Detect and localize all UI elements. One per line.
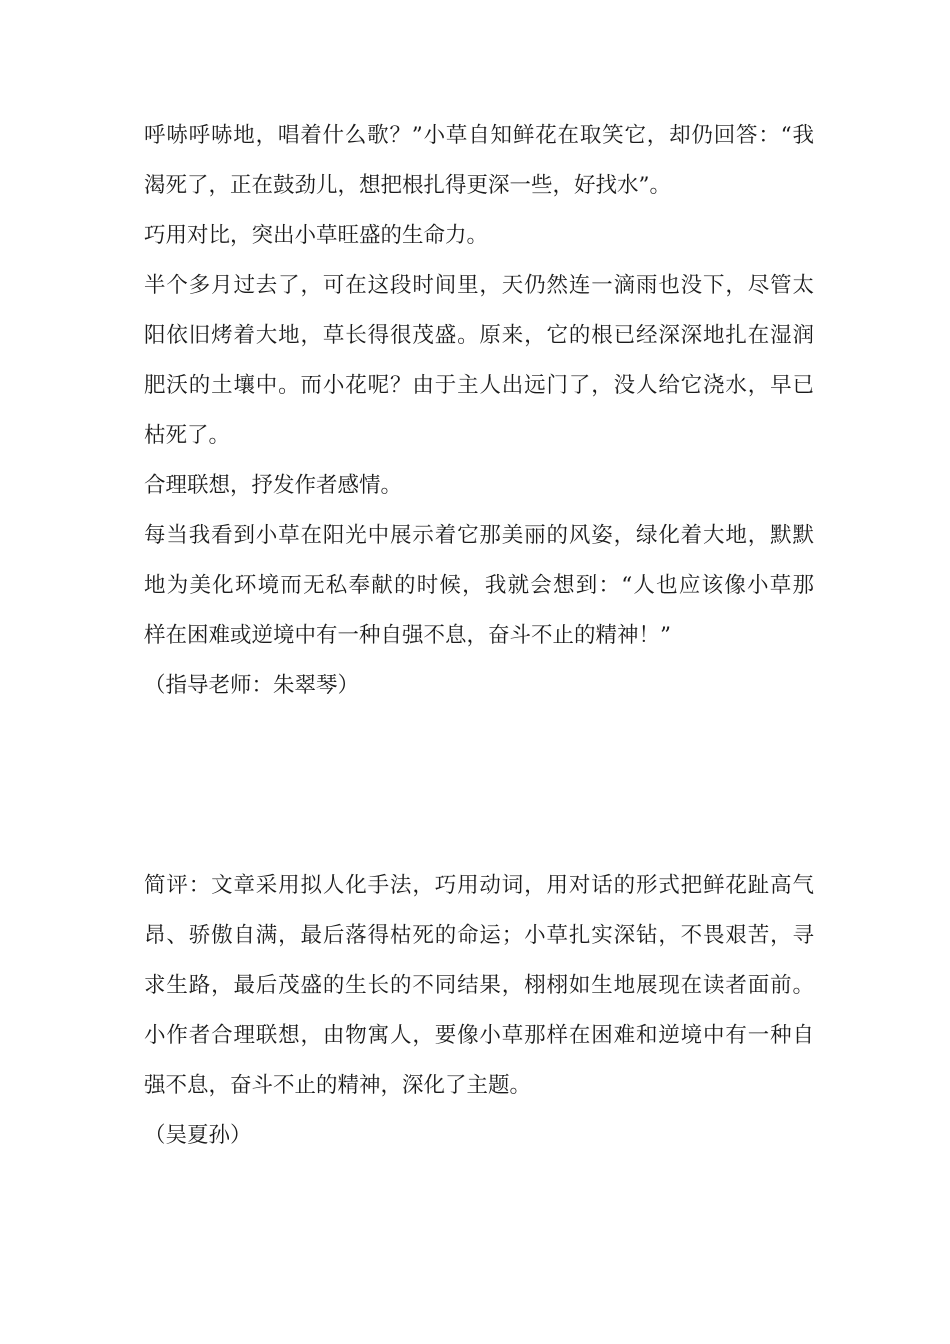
review-text-line: 求生路，最后茂盛的生长的不同结果，栩栩如生地展现在读者面前。 <box>144 973 814 998</box>
teacher-credit: （指导老师：朱翠琴） <box>144 673 360 698</box>
story-text-line: 渴死了，正在鼓劲儿，想把根扎得更深一些，好找水”。 <box>144 173 671 198</box>
story-text-line: 半个多月过去了，可在这段时间里，天仍然连一滴雨也没下，尽管太 <box>144 273 814 298</box>
reviewer-credit: （吴夏孙） <box>144 1123 252 1148</box>
story-text-line: 枯死了。 <box>144 423 231 448</box>
story-text-line: 样在困难或逆境中有一种自强不息，奋斗不止的精神！” <box>144 623 671 648</box>
review-text-line: 昂、骄傲自满，最后落得枯死的命运；小草扎实深钻，不畏艰苦，寻 <box>144 923 814 948</box>
review-text-line: 小作者合理联想，由物寓人，要像小草那样在困难和逆境中有一种自 <box>144 1023 814 1048</box>
annotation-line: 合理联想，抒发作者感情。 <box>144 473 403 498</box>
story-text-line: 地为美化环境而无私奉献的时候，我就会想到：“人也应该像小草那 <box>144 573 814 598</box>
review-text-line: 强不息，奋斗不止的精神，深化了主题。 <box>144 1073 532 1098</box>
story-text-line: 肥沃的土壤中。而小花呢？由于主人出远门了，没人给它浇水，早已 <box>144 373 814 398</box>
annotation-line: 巧用对比，突出小草旺盛的生命力。 <box>144 223 489 248</box>
story-text-line: 呼哧呼哧地，唱着什么歌？”小草自知鲜花在取笑它，却仍回答：“我 <box>144 123 814 148</box>
story-text-line: 每当我看到小草在阳光中展示着它那美丽的风姿，绿化着大地，默默 <box>144 523 814 548</box>
story-text-line: 阳依旧烤着大地，草长得很茂盛。原来，它的根已经深深地扎在湿润 <box>144 323 814 348</box>
review-text-line: 简评：文章采用拟人化手法，巧用动词，用对话的形式把鲜花趾高气 <box>144 873 814 898</box>
